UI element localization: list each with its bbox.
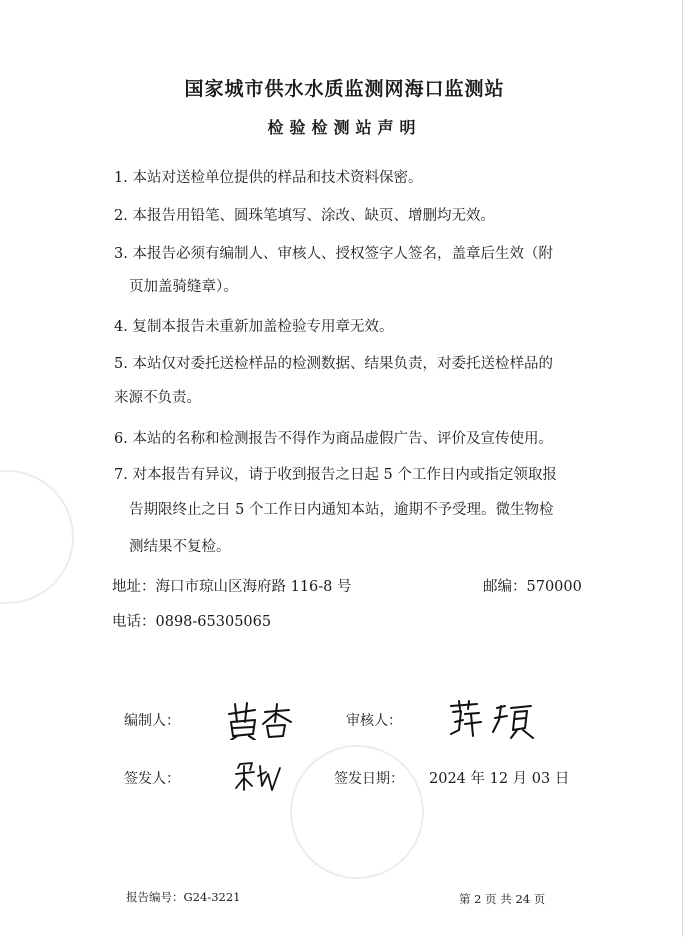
statement-item-7-cont: 测结果不复检。 [129,539,231,555]
statement-item-1: 1. 本站对送检单位提供的样品和技术资料保密。 [114,170,423,186]
issue-date: 2024 年 12 月 03 日 [429,771,570,787]
issuer-label: 签发人： [124,771,180,787]
postcode: 邮编：570000 [483,579,582,595]
faint-stamp [0,470,74,604]
statement-item-3: 3. 本报告必须有编制人、审核人、授权签字人签名，盖章后生效（附 [114,246,553,262]
statement-item-7-cont: 告期限终止之日 5 个工作日内通知本站，逾期不予受理。微生物检 [129,502,554,518]
page-edge [682,0,683,937]
report-number: 报告编号：G24-3221 [126,890,241,904]
address: 地址：海口市琼山区海府路 116-8 号 [112,579,352,595]
faint-stamp [290,745,424,879]
statement-item-6: 6. 本站的名称和检测报告不得作为商品虚假广告、评价及宣传使用。 [114,431,553,447]
statement-item-5-cont: 来源不负责。 [114,390,201,406]
phone: 电话：0898-65305065 [112,614,272,630]
reviewer-label: 审核人： [346,713,402,729]
compiler-signature [225,700,295,744]
compiler-label: 编制人： [124,713,180,729]
reviewer-signature [447,700,537,746]
statement-item-2: 2. 本报告用铅笔、圆珠笔填写、涂改、缺页、增删均无效。 [114,208,495,224]
statement-item-5: 5. 本站仅对委托送检样品的检测数据、结果负责，对委托送检样品的 [114,356,553,372]
statement-item-4: 4. 复制本报告未重新加盖检验专用章无效。 [114,319,394,335]
page-title: 国家城市供水水质监测网海口监测站 [184,78,505,100]
statement-item-7: 7. 对本报告有异议，请于收到报告之日起 5 个工作日内或指定领取报 [114,467,557,483]
statement-item-3-cont: 页加盖骑缝章）。 [129,279,238,295]
issuer-signature [232,760,284,800]
issue-date-label: 签发日期： [334,771,404,787]
page-number: 第 2 页 共 24 页 [459,892,546,906]
page-subtitle: 检验检测站声明 [267,118,422,137]
